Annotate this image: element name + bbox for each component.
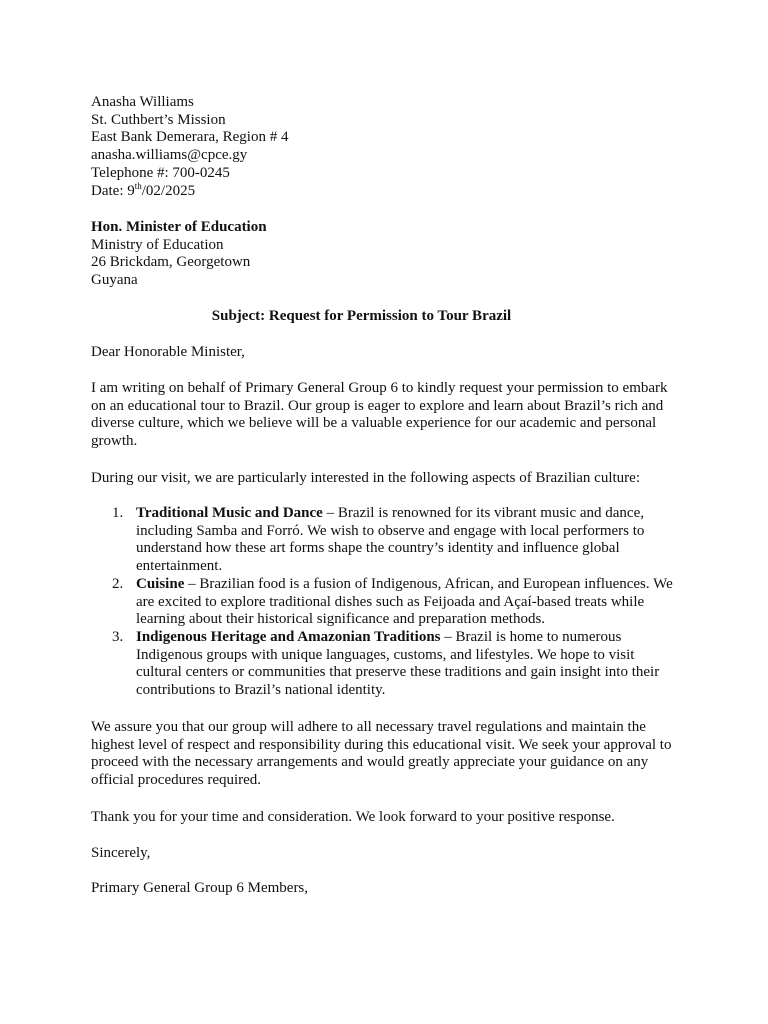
paragraph-line: proceed with the necessary arrangements and would greatly appreciate your guidance on any — [91, 754, 649, 771]
paragraph-line: diverse culture, which we believe will be a valuable experience for our academic and personal — [91, 415, 657, 432]
paragraph-line: We assure you that our group will adhere to all necessary travel regulations and maintain the — [91, 719, 646, 735]
culture-aspects-list — [91, 505, 691, 700]
sender-block — [91, 94, 691, 200]
paragraph-line: official procedures required. — [91, 772, 262, 789]
closing: Sincerely, — [91, 845, 151, 861]
body-paragraph-2 — [91, 470, 681, 488]
body-paragraph-3 — [91, 719, 681, 790]
list-item-heading: Indigenous Heritage and Amazonian Traditions — [136, 628, 441, 645]
paragraph-line: on an educational tour to Brazil. Our group is eager to explore and learn about Brazil’s rich and — [91, 397, 664, 414]
list-item-line: entertainment. — [136, 558, 223, 575]
paragraph-line: growth. — [91, 433, 138, 450]
recipient-title: Hon. Minister of Education — [91, 219, 267, 235]
body-paragraph-1 — [91, 380, 681, 451]
list-item-line: including Samba and Forró. We wish to observe and engage with local performers to — [136, 522, 645, 539]
date-ordinal: th — [134, 180, 142, 191]
date-suffix: /02/2025 — [141, 182, 196, 199]
recipient-organization: Ministry of Education — [91, 236, 224, 253]
list-item-line: learning about their historical significance and preparation methods. — [136, 611, 546, 628]
body-paragraph-4 — [91, 809, 691, 827]
list-item-line: understand how these art forms shape the country’s identity and influence global — [136, 540, 620, 557]
list-item — [91, 505, 691, 576]
signature: Primary General Group 6 Members, — [91, 880, 309, 896]
recipient-country: Guyana — [91, 272, 138, 289]
list-item — [91, 629, 691, 700]
list-item-heading: Cuisine — [136, 575, 185, 592]
salutation: Dear Honorable Minister, — [91, 344, 245, 360]
sender-email: anasha.williams@cpce.gy — [91, 147, 248, 164]
paragraph-line: highest level of respect and responsibility during this educational visit. We seek your approval to — [91, 736, 672, 753]
list-item-number: 3. — [112, 628, 124, 645]
recipient-block — [91, 219, 691, 290]
paragraph-line: During our visit, we are particularly interested in the following aspects of Brazilian culture: — [91, 470, 640, 486]
paragraph-line: I am writing on behalf of Primary General Group 6 to kindly request your permission to embark — [91, 380, 668, 396]
sender-address-line1: St. Cuthbert’s Mission — [91, 111, 226, 128]
list-item-number: 2. — [112, 575, 124, 592]
letter-date — [91, 180, 691, 201]
sender-name: Anasha Williams — [91, 94, 194, 110]
date-prefix: Date: 9 — [91, 182, 135, 199]
list-item-heading: Traditional Music and Dance — [136, 505, 323, 521]
paragraph-line: Thank you for your time and consideration. We look forward to your positive response. — [91, 809, 615, 825]
list-item-text: – Brazilian food is a fusion of Indigenous, African, and European influences. We — [184, 575, 673, 592]
recipient-address: 26 Brickdam, Georgetown — [91, 254, 251, 271]
list-item-line: Indigenous groups with unique languages, customs, and lifestyles. We hope to visit — [136, 646, 635, 663]
subject-line: Subject: Request for Permission to Tour Brazil — [211, 308, 512, 324]
list-item-line: cultural centers or communities that preserve these traditions and gain insight into their — [136, 664, 660, 681]
list-item-text: – Brazil is renowned for its vibrant music and dance, — [322, 505, 644, 521]
sender-address-line2: East Bank Demerara, Region # 4 — [91, 129, 289, 146]
list-item-text: – Brazil is home to numerous — [440, 628, 622, 645]
list-item-number: 1. — [112, 505, 124, 521]
list-item-line: are excited to explore traditional dishes such as Feijoada and Açaí-based treats while — [136, 593, 645, 610]
list-item-line: contributions to Brazil’s national identity. — [136, 682, 386, 699]
sender-telephone: Telephone #: 700-0245 — [91, 164, 230, 181]
list-item — [91, 576, 691, 629]
